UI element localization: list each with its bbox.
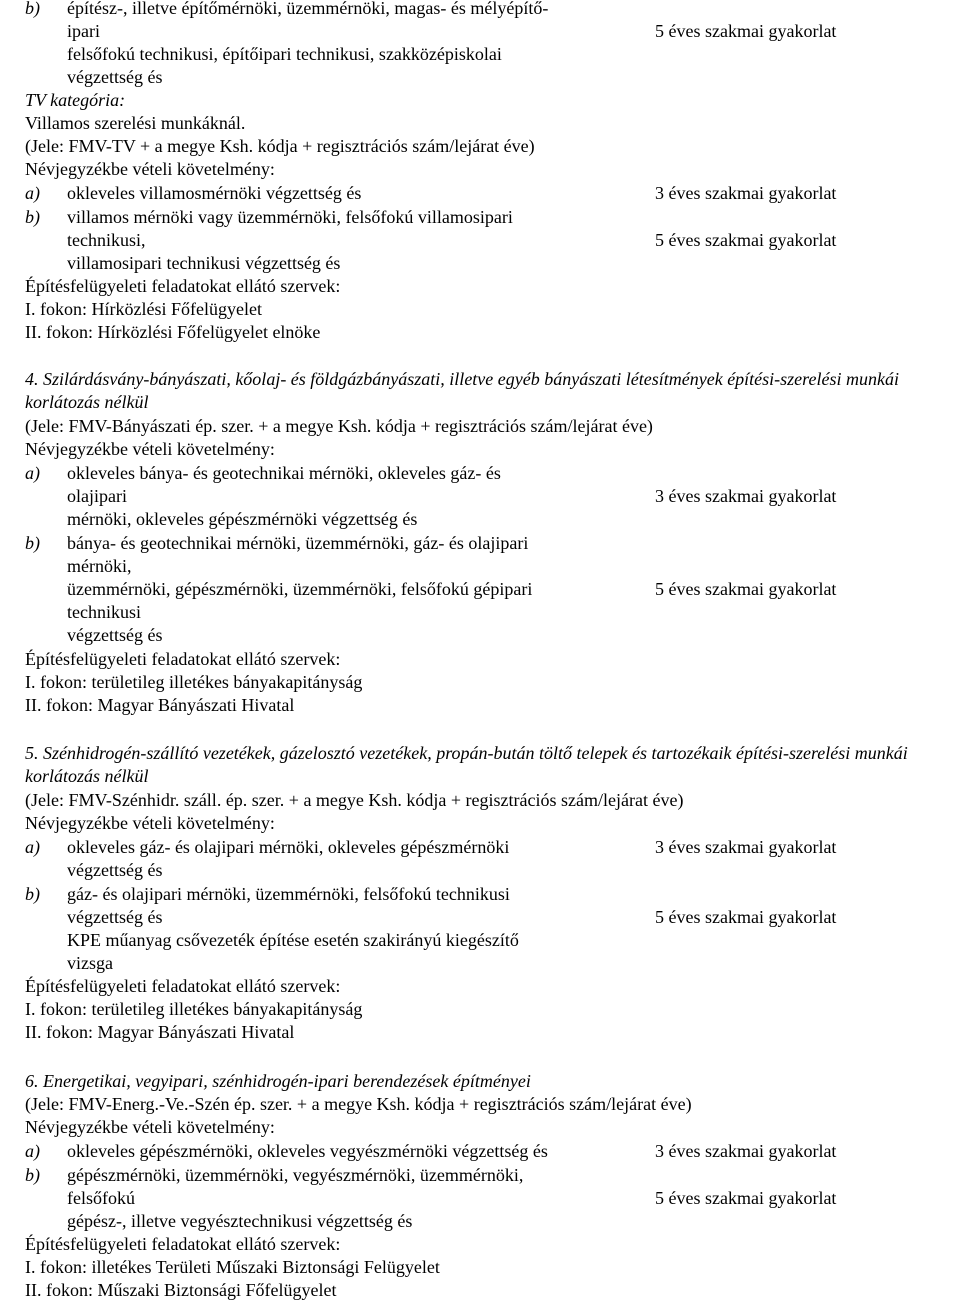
- registration-code: (Jele: FMV-Bányászati ép. szer. + a megye Ksh. kódja + regisztrációs szám/lejárat éve): [25, 416, 653, 436]
- authority-first-instance: I. fokon: területileg illetékes bányakapitányság: [25, 672, 363, 692]
- item-letter-a: a): [25, 463, 40, 483]
- category-name: Villamos szerelési munkáknál.: [25, 113, 246, 133]
- item-text: okleveles gáz- és olajipari mérnöki, okleveles gépészmérnöki: [67, 837, 510, 857]
- item-text: felsőfokú: [67, 1188, 135, 1208]
- item-text: üzemmérnöki, gépészmérnöki, üzemmérnöki, felsőfokú gépipari: [67, 579, 533, 599]
- authority-second-instance: II. fokon: Magyar Bányászati Hivatal: [25, 1022, 295, 1042]
- item-letter-b: b): [25, 1165, 40, 1185]
- practice-requirement: 5 éves szakmai gyakorlat: [655, 21, 837, 41]
- authority-first-instance: I. fokon: Hírközlési Főfelügyelet: [25, 299, 262, 319]
- item-letter-b: b): [25, 884, 40, 904]
- item-text: okleveles bánya- és geotechnikai mérnöki, okleveles gáz- és: [67, 463, 501, 483]
- item-text: végzettség és: [67, 907, 163, 927]
- section-heading: 5. Szénhidrogén-szállító vezetékek, gázelosztó vezetékek, propán-bután töltő telepek és tartozékaik építési-szerelési munkái korlátozás nélkül: [25, 743, 908, 787]
- registration-code: (Jele: FMV-Szénhidr. száll. ép. szer. + a megye Ksh. kódja + regisztrációs szám/lejárat éve): [25, 790, 684, 810]
- item-text: építész-, illetve építőmérnöki, üzemmérnöki, magas- és mélyépítő-: [67, 0, 549, 18]
- item-text: KPE műanyag csővezeték építése esetén szakirányú kiegészítő: [67, 930, 519, 950]
- item-text: felsőfokú technikusi, építőipari technikusi, szakközépiskolai: [67, 44, 502, 64]
- practice-requirement: 3 éves szakmai gyakorlat: [655, 183, 837, 203]
- category-title: TV kategória:: [25, 90, 126, 110]
- item-text: technikusi,: [67, 230, 146, 250]
- practice-requirement: 5 éves szakmai gyakorlat: [655, 907, 837, 927]
- item-letter-b: b): [25, 207, 40, 227]
- registration-code: (Jele: FMV-TV + a megye Ksh. kódja + regisztrációs szám/lejárat éve): [25, 136, 535, 156]
- authority-label: Építésfelügyeleti feladatokat ellátó szervek:: [25, 976, 341, 996]
- item-text: okleveles villamosmérnöki végzettség és: [67, 183, 362, 203]
- item-text: technikusi: [67, 602, 141, 622]
- item-text: olajipari: [67, 486, 127, 506]
- item-text: végzettség és: [67, 860, 163, 880]
- item-text: villamosipari technikusi végzettség és: [67, 253, 341, 273]
- authority-label: Építésfelügyeleti feladatokat ellátó szervek:: [25, 1234, 341, 1254]
- authority-second-instance: II. fokon: Műszaki Biztonsági Főfelügyelet: [25, 1280, 337, 1300]
- authority-first-instance: I. fokon: területileg illetékes bányakapitányság: [25, 999, 363, 1019]
- requirement-label: Névjegyzékbe vételi követelmény:: [25, 439, 275, 459]
- item-text: gáz- és olajipari mérnöki, üzemmérnöki, felsőfokú technikusi: [67, 884, 510, 904]
- authority-second-instance: II. fokon: Hírközlési Főfelügyelet elnöke: [25, 322, 321, 342]
- section-heading: 4. Szilárdásvány-bányászati, kőolaj- és földgázbányászati, illetve egyéb bányászati létesítmények építési-szerelési munkái korlátozás nélkül: [25, 369, 899, 413]
- authority-label: Építésfelügyeleti feladatokat ellátó szervek:: [25, 649, 341, 669]
- item-letter-b: b): [25, 0, 40, 18]
- item-text: mérnöki, okleveles gépészmérnöki végzettség és: [67, 509, 418, 529]
- practice-requirement: 5 éves szakmai gyakorlat: [655, 579, 837, 599]
- item-letter-a: a): [25, 837, 40, 857]
- item-letter-b: b): [25, 533, 40, 553]
- practice-requirement: 3 éves szakmai gyakorlat: [655, 1141, 837, 1161]
- requirement-label: Névjegyzékbe vételi követelmény:: [25, 159, 275, 179]
- item-text: ipari: [67, 21, 100, 41]
- authority-second-instance: II. fokon: Magyar Bányászati Hivatal: [25, 695, 295, 715]
- item-text: villamos mérnöki vagy üzemmérnöki, felsőfokú villamosipari: [67, 207, 513, 227]
- section-heading: 6. Energetikai, vegyipari, szénhidrogén-ipari berendezések építményei: [25, 1071, 531, 1091]
- item-text: gépészmérnöki, üzemmérnöki, vegyészmérnöki, üzemmérnöki,: [67, 1165, 524, 1185]
- registration-code: (Jele: FMV-Energ.-Ve.-Szén ép. szer. + a megye Ksh. kódja + regisztrációs szám/lejárat éve): [25, 1094, 692, 1114]
- authority-label: Építésfelügyeleti feladatokat ellátó szervek:: [25, 276, 341, 296]
- item-text: bánya- és geotechnikai mérnöki, üzemmérnöki, gáz- és olajipari: [67, 533, 529, 553]
- item-letter-a: a): [25, 183, 40, 203]
- practice-requirement: 5 éves szakmai gyakorlat: [655, 230, 837, 250]
- practice-requirement: 3 éves szakmai gyakorlat: [655, 837, 837, 857]
- item-letter-a: a): [25, 1141, 40, 1161]
- practice-requirement: 3 éves szakmai gyakorlat: [655, 486, 837, 506]
- practice-requirement: 5 éves szakmai gyakorlat: [655, 1188, 837, 1208]
- requirement-label: Névjegyzékbe vételi követelmény:: [25, 813, 275, 833]
- item-text: végzettség és: [67, 625, 163, 645]
- authority-first-instance: I. fokon: illetékes Területi Műszaki Biztonsági Felügyelet: [25, 1257, 440, 1277]
- item-text: végzettség és: [67, 67, 163, 87]
- item-text: gépész-, illetve vegyésztechnikusi végzettség és: [67, 1211, 413, 1231]
- item-text: okleveles gépészmérnöki, okleveles vegyészmérnöki végzettség és: [67, 1141, 548, 1161]
- item-text: mérnöki,: [67, 556, 132, 576]
- requirement-label: Névjegyzékbe vételi követelmény:: [25, 1117, 275, 1137]
- item-text: vizsga: [67, 953, 113, 973]
